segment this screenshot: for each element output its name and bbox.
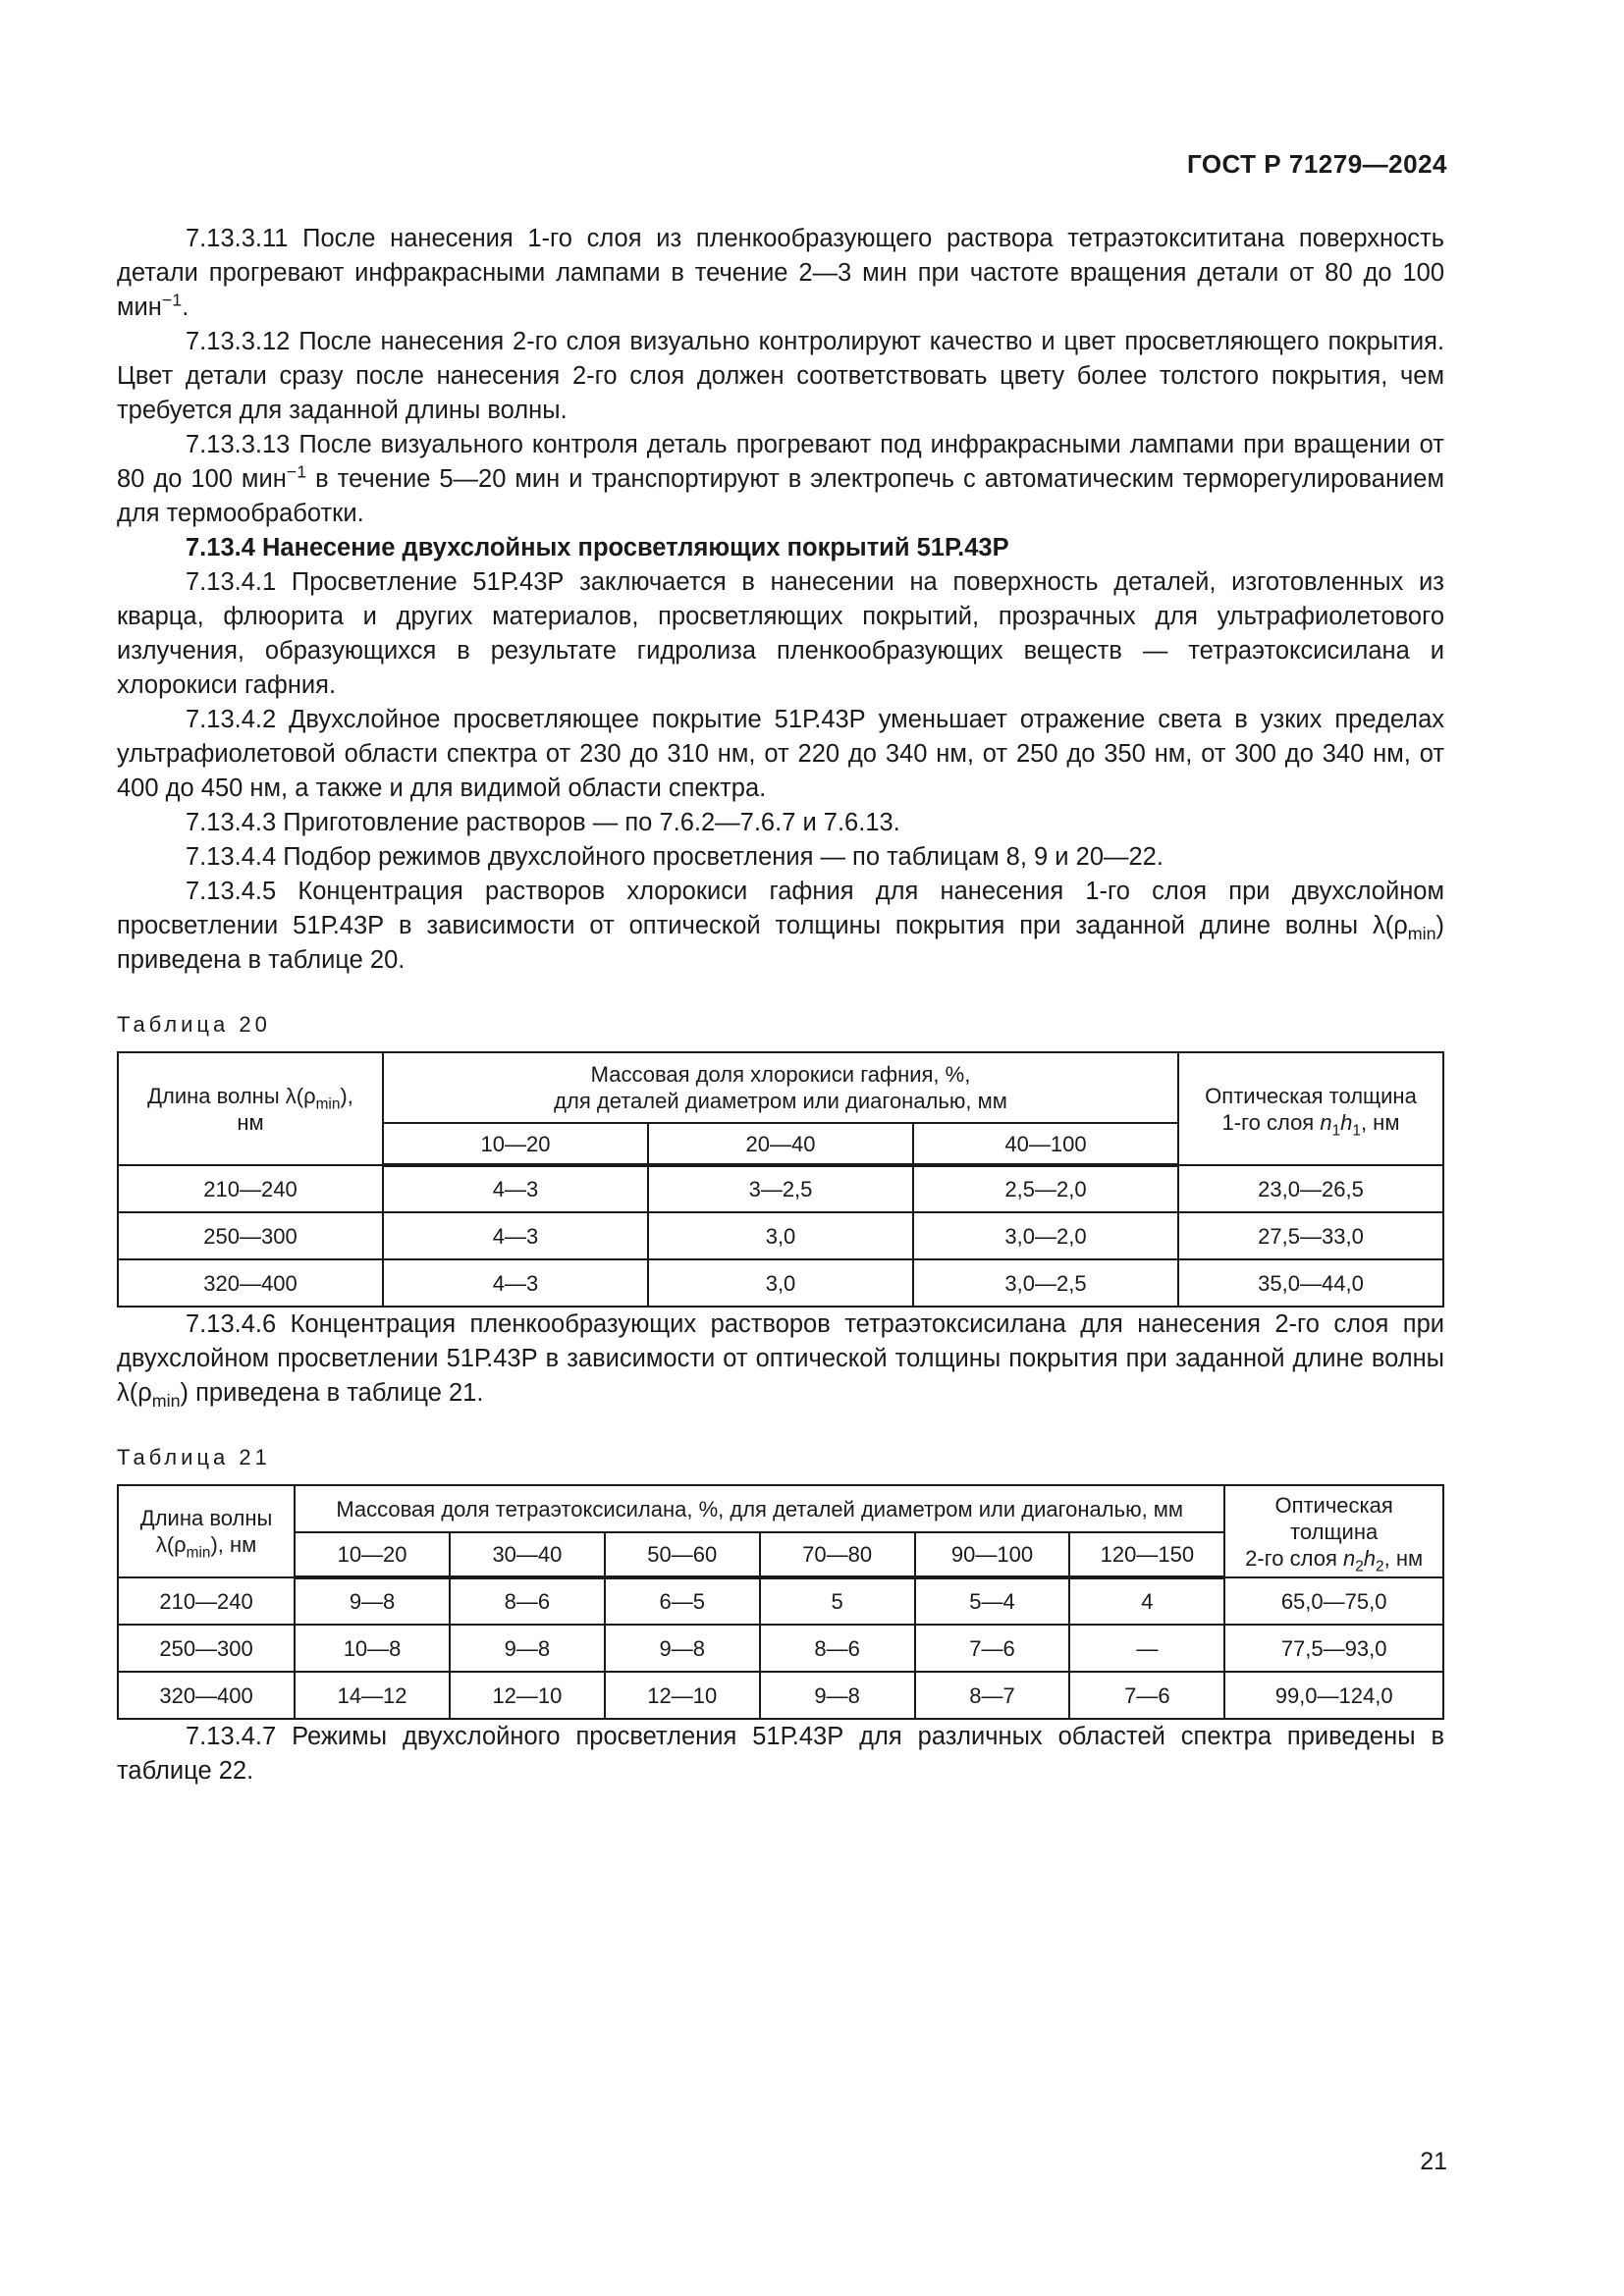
table-cell: 6—5 (605, 1577, 760, 1625)
table-cell: 5—4 (915, 1577, 1070, 1625)
table-cell: 210—240 (118, 1577, 295, 1625)
table-cell: 12—10 (605, 1672, 760, 1719)
table-cell: 35,0—44,0 (1178, 1259, 1443, 1307)
table-cell: 8—6 (760, 1625, 915, 1672)
paragraph-7-13-4-7: 7.13.4.7 Режимы двухслойного просветления 51Р.43Р для различных областей спектра приведены в таблице 22. (117, 1723, 1444, 1785)
paragraph-7-13-4-1: 7.13.4.1 Просветление 51Р.43Р заключается в нанесении на поверхность деталей, изготовленных из кварца, флюорита и других материалов, просветляющих покрытий, прозрачных для ультрафиолетового излучения, образующихся в результате гидролиза пленкообразующих веществ — тетраэтоксисилана и хлорокиси гафния. (117, 568, 1444, 699)
table-cell: 8—7 (915, 1672, 1070, 1719)
paragraph-7-13-4-5 (117, 875, 1444, 978)
table-cell: 9—8 (605, 1625, 760, 1672)
table-cell: 8—6 (450, 1577, 605, 1625)
subscript: 2 (1355, 1557, 1364, 1575)
table-cell: 3—2,5 (648, 1165, 913, 1212)
header-text: нм (237, 1109, 264, 1135)
subheader-cell: 30—40 (450, 1532, 605, 1577)
table-cell: 9—8 (450, 1625, 605, 1672)
subheader-cell: 90—100 (915, 1532, 1070, 1577)
table-row (118, 1165, 1443, 1212)
header-text: h (1340, 1109, 1353, 1135)
table-cell: 4—3 (383, 1212, 648, 1259)
header-text: Длина волны (139, 1506, 273, 1530)
subheader-cell: 120—150 (1069, 1532, 1224, 1577)
table-cell: 14—12 (295, 1672, 450, 1719)
table-row (118, 1259, 1443, 1307)
paragraph-text: 7.13.4.6 Концентрация пленкообразующих растворов тетраэтоксисилана для нанесения 2-го слоя при двухслойном просветлении 51Р.43Р в зависимости от оптической толщины покрытия при заданной длине волны λ(ρ (117, 1310, 1444, 1407)
paragraph-7-13-4-4: 7.13.4.4 Подбор режимов двухслойного просветления — по таблицам 8, 9 и 20—22. (186, 843, 1164, 871)
subheader-cell: 40—100 (913, 1123, 1178, 1165)
subscript: min (1407, 924, 1436, 944)
paragraph-7-13-4-2: 7.13.4.2 Двухслойное просветляющее покрытие 51Р.43Р уменьшает отражение света в узких пределах ультрафиолетовой области спектра от 230 до 310 нм, от 220 до 340 нм, от 250 до 350 нм, от 300 до 340 нм, от 400 до 450 нм, а также и для видимой области спектра. (117, 706, 1444, 802)
subscript: 1 (1331, 1121, 1341, 1139)
table-21 (117, 1484, 1444, 1720)
table-cell: — (1069, 1625, 1224, 1672)
table-cell: 27,5—33,0 (1178, 1212, 1443, 1259)
table-cell: 250—300 (118, 1625, 295, 1672)
table-21-caption: Таблица 21 (117, 1445, 271, 1469)
paragraph-text: 7.13.3.13 После визуального контроля деталь прогревают под инфракрасными лампами при вращении от 80 до 100 мин (117, 431, 1444, 493)
table-cell: 12—10 (450, 1672, 605, 1719)
table-20 (117, 1051, 1444, 1308)
header-text: Длина волны λ(ρ (147, 1083, 316, 1108)
table-cell: 9—8 (295, 1577, 450, 1625)
subscript: 2 (1376, 1557, 1384, 1575)
header-mass-fraction: Массовая доля тетраэтоксисилана, %, для деталей диаметром или диагональю, мм (295, 1485, 1224, 1532)
header-text: , нм (1360, 1109, 1400, 1135)
header-text: ), нм (210, 1532, 257, 1557)
table-cell: 4—3 (383, 1259, 648, 1307)
subheader-cell: 10—20 (383, 1123, 648, 1165)
table-cell: 3,0—2,0 (913, 1212, 1178, 1259)
paragraph-7-13-3-13 (117, 428, 1444, 531)
table-cell: 4—3 (383, 1165, 648, 1212)
table-cell: 210—240 (118, 1165, 383, 1212)
header-text: ), (340, 1083, 353, 1108)
header-text: Массовая доля хлорокиси гафния, %, (590, 1062, 971, 1087)
page-number: 21 (1420, 2148, 1447, 2175)
table-cell: 3,0 (648, 1212, 913, 1259)
table-cell: 7—6 (915, 1625, 1070, 1672)
header-text: n (1320, 1109, 1332, 1135)
superscript: −1 (286, 461, 307, 482)
table-row (118, 1577, 1443, 1625)
table-cell: 4 (1069, 1577, 1224, 1625)
subheader-cell: 50—60 (605, 1532, 760, 1577)
subscript: min (151, 1391, 181, 1412)
table-cell: 3,0 (648, 1259, 913, 1307)
table-cell: 250—300 (118, 1212, 383, 1259)
header-wavelength (118, 1052, 383, 1165)
table-row (118, 1212, 1443, 1259)
subheader-cell: 70—80 (760, 1532, 915, 1577)
table-20-caption: Таблица 20 (117, 1012, 271, 1037)
header-text: λ(ρ (155, 1532, 187, 1557)
subscript: min (315, 1095, 341, 1112)
table-cell: 99,0—124,0 (1224, 1672, 1443, 1719)
table-cell: 3,0—2,5 (913, 1259, 1178, 1307)
document-standard-id: ГОСТ Р 71279—2024 (1186, 149, 1447, 179)
paragraph-7-13-4-6 (117, 1308, 1444, 1411)
paragraph-text: 7.13.4.5 Концентрация растворов хлорокиси гафния для нанесения 1-го слоя при двухслойном просветлении 51Р.43Р в зависимости от оптической толщины покрытия при заданной длине волны λ(ρ (117, 878, 1444, 939)
header-optical-thickness (1178, 1052, 1443, 1165)
table-cell: 9—8 (760, 1672, 915, 1719)
paragraph-7-13-4-3: 7.13.4.3 Приготовление растворов — по 7.6.2—7.6.7 и 7.6.13. (186, 809, 900, 836)
table-cell: 2,5—2,0 (913, 1165, 1178, 1212)
header-text: Оптическая толщина (1205, 1083, 1417, 1108)
subscript: min (186, 1544, 211, 1562)
paragraph-text-end: ) приведена в таблице 21. (180, 1379, 484, 1407)
table-cell: 77,5—93,0 (1224, 1625, 1443, 1672)
superscript: −1 (161, 290, 183, 310)
page-content (117, 222, 1444, 1789)
header-text: 2-го слоя (1245, 1545, 1343, 1571)
header-text: Оптическая (1274, 1492, 1393, 1518)
table-row (118, 1672, 1443, 1719)
header-text: 1-го слоя (1221, 1109, 1321, 1135)
table-cell: 10—8 (295, 1625, 450, 1672)
subscript: 1 (1352, 1121, 1361, 1139)
table-cell: 320—400 (118, 1672, 295, 1719)
paragraph-7-13-3-12: 7.13.3.12 После нанесения 2-го слоя визуально контролируют качество и цвет просветляющего покрытия. Цвет детали сразу после нанесения 2-го слоя должен соответствовать цвету более толстого покрытия, чем требуется для заданной длины волны. (117, 328, 1444, 424)
header-wavelength (118, 1485, 295, 1577)
table-cell: 65,0—75,0 (1224, 1577, 1443, 1625)
paragraph-7-13-3-11 (117, 222, 1444, 325)
header-mass-fraction (383, 1052, 1178, 1123)
paragraph-text-end: . (182, 294, 189, 321)
table-cell: 7—6 (1069, 1672, 1224, 1719)
header-optical-thickness (1224, 1485, 1443, 1577)
table-header-row (118, 1485, 1443, 1532)
header-text: для деталей диаметром или диагональю, мм (554, 1089, 1007, 1113)
paragraph-text-end: в течение 5—20 мин и транспортируют в электропечь с автоматическим терморегулированием для термообработки. (117, 465, 1444, 527)
header-text: n (1342, 1545, 1356, 1571)
table-cell: 320—400 (118, 1259, 383, 1307)
header-text: , нм (1383, 1545, 1424, 1571)
paragraph-text: 7.13.3.11 После нанесения 1-го слоя из пленкообразующего раствора тетраэтоксититана поверхность детали прогревают инфракрасными лампами в течение 2—3 мин при частоте вращения детали от 80 до 100 мин (117, 225, 1444, 321)
subheader-cell: 20—40 (648, 1123, 913, 1165)
header-text: толщина (1290, 1519, 1379, 1544)
header-text: h (1363, 1545, 1377, 1571)
table-header-row (118, 1052, 1443, 1123)
paragraph-text-end: ) приведена в таблице 20. (117, 912, 1444, 974)
table-row (118, 1625, 1443, 1672)
table-cell: 5 (760, 1577, 915, 1625)
section-heading-7-13-4: 7.13.4 Нанесение двухслойных просветляющих покрытий 51Р.43Р (186, 534, 1009, 561)
subheader-cell: 10—20 (295, 1532, 450, 1577)
table-cell: 23,0—26,5 (1178, 1165, 1443, 1212)
